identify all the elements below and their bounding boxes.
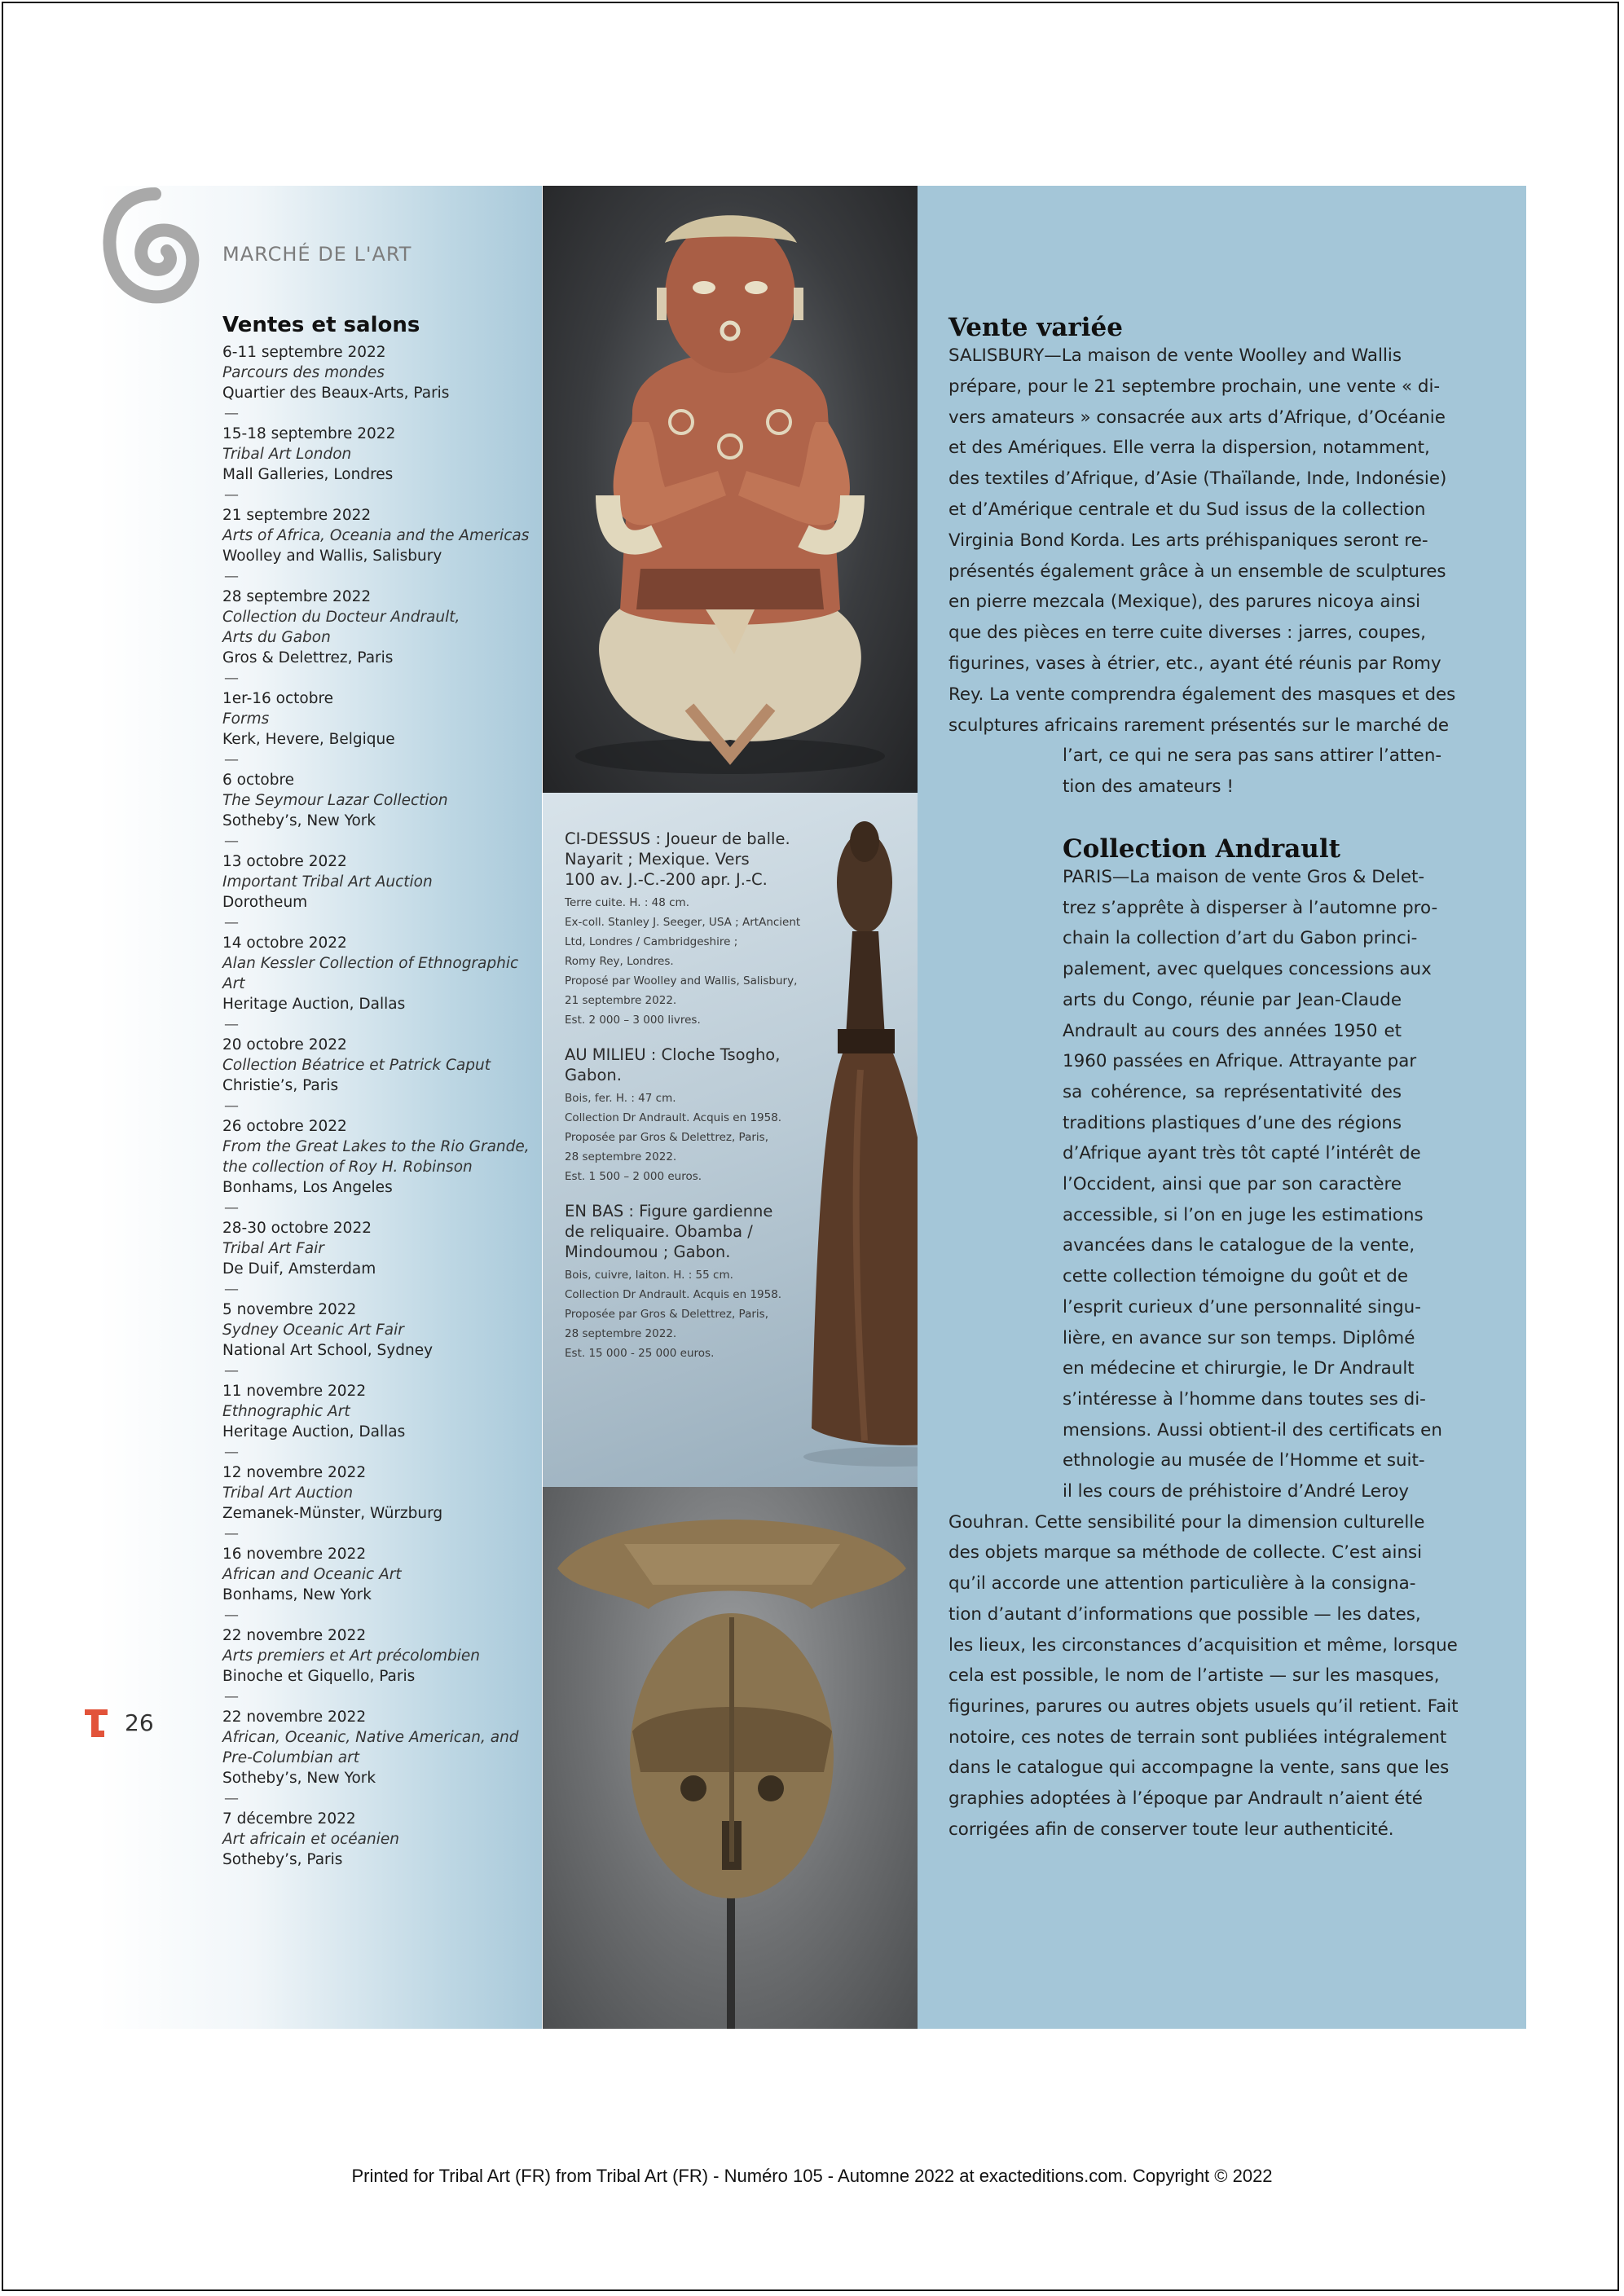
event-date: 5 novembre 2022	[222, 1301, 357, 1318]
event-date: 22 novembre 2022	[222, 1709, 367, 1726]
article-line: avancées dans le catalogue de la vente,	[1063, 1235, 1415, 1256]
event-place: National Art School, Sydney	[222, 1342, 434, 1359]
article-line: Andrault au cours des années 1950 et	[1063, 1020, 1402, 1041]
event-name: Tribal Art Auction	[222, 1484, 354, 1502]
event-place: Binoche et Giquello, Paris	[222, 1668, 416, 1685]
caption-bottom-detail: Bois, cuivre, laiton. H. : 55 cm. Collection Dr Andrault. Acquis en 1958. Proposée par Gros & Delettrez, Paris, 28 septembre 2022. Est. 15 000 - 25 000 euros.	[565, 1269, 782, 1360]
caption-middle-detail: Bois, fer. H. : 47 cm. Collection Dr Andrault. Acquis en 1958. Proposée par Gros & Delettrez, Paris, 28 septembre 2022. Est. 1 500 – 2 000 euros.	[565, 1092, 782, 1183]
event-separator: —	[224, 405, 239, 422]
article-line: sa cohérence, sa représentativité des	[1063, 1081, 1402, 1102]
event-item	[222, 505, 540, 587]
article-title-collection-andrault: Collection Andrault	[1063, 834, 1340, 864]
article-line: dans le catalogue qui accompagne la vente, sans que les	[948, 1757, 1450, 1779]
event-separator: —	[224, 486, 239, 504]
caption-top-title: CI-DESSUS : Joueur de balle. Nayarit ; Mexique. Vers 100 av. J.-C.-200 apr. J.-C.	[565, 829, 790, 889]
article-line: qu’il accorde une attention particulière à la consigna-	[948, 1573, 1416, 1594]
event-item	[222, 851, 540, 933]
event-separator: —	[224, 1097, 239, 1115]
event-date: 11 novembre 2022	[222, 1383, 367, 1400]
photo-reliquary-figure	[543, 1487, 921, 2029]
event-place: Sotheby’s, New York	[222, 812, 376, 829]
article-line: tion d’autant d’informations que possible — les dates,	[948, 1603, 1421, 1625]
event-item	[222, 770, 540, 851]
event-item	[222, 1035, 540, 1116]
event-name: Collection du Docteur Andrault, Arts du Gabon	[222, 609, 460, 646]
event-date: 20 octobre 2022	[222, 1036, 347, 1053]
article-line: figurines, parures ou autres objets usuels qu’il retient. Fait	[948, 1696, 1459, 1717]
event-date: 28-30 octobre 2022	[222, 1220, 372, 1237]
event-place: Mall Galleries, Londres	[222, 466, 394, 483]
event-separator: —	[224, 1607, 239, 1624]
article-line: tion des amateurs !	[1063, 776, 1234, 798]
event-name: Forms	[222, 710, 270, 728]
event-separator: —	[224, 1790, 239, 1807]
photo-ball-player-figure	[543, 186, 918, 793]
article-title-vente-variee: Vente variée	[948, 313, 1123, 342]
event-item	[222, 688, 540, 770]
event-place: Bonhams, New York	[222, 1586, 372, 1603]
events-list	[222, 342, 540, 1870]
event-name: The Seymour Lazar Collection	[222, 792, 448, 809]
article-line: lière, en avance sur son temps. Diplômé	[1063, 1327, 1415, 1348]
sidebar-agenda	[98, 186, 542, 2029]
event-item	[222, 1625, 540, 1707]
event-place: Gros & Delettrez, Paris	[222, 649, 394, 666]
caption-middle	[565, 1045, 809, 1186]
caption-top	[565, 829, 809, 1030]
event-date: 6 octobre	[222, 772, 295, 789]
event-name: Important Tribal Art Auction	[222, 873, 433, 891]
event-place: De Duif, Amsterdam	[222, 1260, 376, 1278]
event-date: 26 octobre 2022	[222, 1118, 347, 1135]
article-line: en pierre mezcala (Mexique), des parures nicoya ainsi	[948, 592, 1421, 613]
caption-top-detail: Terre cuite. H. : 48 cm. Ex-coll. Stanley J. Seeger, USA ; ArtAncient Ltd, Londres / Cambridgeshire ; Romy Rey, Londres. Proposé par Woolley and Wallis, Salisbury, 21 septembre 2022. Est. 2 000 – 3 000 livres.	[565, 896, 801, 1027]
event-place: Heritage Auction, Dallas	[222, 1423, 406, 1440]
event-date: 28 septembre 2022	[222, 588, 372, 605]
article-line: Virginia Bond Korda. Les arts préhispaniques seront re-	[948, 530, 1428, 551]
event-item	[222, 587, 540, 688]
event-date: 16 novembre 2022	[222, 1546, 367, 1563]
article-line: Rey. La vente comprendra également des masques et des	[948, 684, 1456, 705]
event-name: African, Oceanic, Native American, and Pre-Columbian art	[222, 1729, 519, 1766]
event-item	[222, 342, 540, 424]
article-line: palement, avec quelques concessions aux	[1063, 959, 1432, 980]
article-line: s’intéresse à l’homme dans toutes ses di-	[1063, 1388, 1426, 1410]
event-place: Sotheby’s, New York	[222, 1770, 376, 1787]
article-line: Gouhran. Cette sensibilité pour la dimension culturelle	[948, 1511, 1425, 1533]
event-separator: —	[224, 1016, 239, 1033]
event-date: 15-18 septembre 2022	[222, 425, 396, 442]
article-line: en médecine et chirurgie, le Dr Andrault	[1063, 1358, 1415, 1379]
article-line: vers amateurs » consacrée aux arts d’Afrique, d’Océanie	[948, 407, 1446, 428]
article-line: et des Amériques. Elle verra la dispersion, notamment,	[948, 438, 1430, 459]
article-line: sculptures africains rarement présentés sur le marché de	[948, 715, 1450, 736]
caption-bottom	[565, 1201, 809, 1363]
article-line: notoire, ces notes de terrain sont publiées intégralement	[948, 1726, 1447, 1748]
event-name: From the Great Lakes to the Rio Grande, the collection of Roy H. Robinson	[222, 1138, 530, 1176]
event-place: Dorotheum	[222, 894, 308, 911]
event-item	[222, 424, 540, 505]
event-place: Woolley and Wallis, Salisbury	[222, 548, 442, 565]
event-name: Arts premiers et Art précolombien	[222, 1647, 481, 1665]
event-item	[222, 1707, 540, 1809]
event-separator: —	[224, 833, 239, 850]
event-name: Ethnographic Art	[222, 1403, 350, 1420]
event-name: Tribal Art London	[222, 446, 352, 463]
event-date: 1er-16 octobre	[222, 690, 334, 707]
event-name: Alan Kessler Collection of Ethnographic Art	[222, 955, 519, 992]
article-line: l’Occident, ainsi que par son caractère	[1063, 1174, 1402, 1194]
article-line: les lieux, les circonstances d’acquisition et même, lorsque	[948, 1634, 1458, 1656]
article-line: et d’Amérique centrale et du Sud issus de la collection	[948, 499, 1426, 520]
article-line: traditions plastiques d’une des régions	[1063, 1112, 1402, 1133]
event-name: Art africain et océanien	[222, 1831, 399, 1848]
tribal-art-logo-icon	[85, 1709, 108, 1737]
event-date: 21 septembre 2022	[222, 507, 372, 524]
event-item	[222, 1381, 540, 1462]
event-name: Tribal Art Fair	[222, 1240, 324, 1257]
article-line: figurines, vases à étrier, etc., ayant été réunis par Romy	[948, 653, 1441, 674]
article-line: arts du Congo, réunie par Jean-Claude	[1063, 989, 1402, 1010]
event-date: 7 décembre 2022	[222, 1810, 356, 1828]
event-date: 13 octobre 2022	[222, 853, 347, 870]
event-name: Arts of Africa, Oceania and the Americas	[222, 527, 530, 544]
article-line: des textiles d’Afrique, d’Asie (Thaïlande, Inde, Indonésie)	[948, 468, 1447, 490]
event-separator: —	[224, 1525, 239, 1542]
article-line: il les cours de préhistoire d’André Leroy	[1063, 1481, 1410, 1502]
event-item	[222, 1218, 540, 1300]
event-separator: —	[224, 1362, 239, 1379]
event-item	[222, 1544, 540, 1625]
section-label: MARCHÉ DE L'ART	[222, 243, 412, 266]
event-name: Collection Béatrice et Patrick Caput	[222, 1057, 491, 1074]
article-line: trez s’apprête à disperser à l’automne pro-	[1063, 897, 1438, 918]
event-separator: —	[224, 914, 239, 931]
article-line: graphies adoptées à l’époque par Andrault n’aient été	[948, 1788, 1423, 1809]
event-place: Zemanek-Münster, Würzburg	[222, 1505, 443, 1522]
event-name: African and Oceanic Art	[222, 1566, 402, 1583]
event-item	[222, 1462, 540, 1544]
event-separator: —	[224, 1444, 239, 1461]
event-separator: —	[224, 751, 239, 768]
event-place: Kerk, Hevere, Belgique	[222, 731, 395, 748]
event-date: 6-11 septembre 2022	[222, 344, 386, 361]
article-line: que des pièces en terre cuite diverses : jarres, coupes,	[948, 622, 1426, 644]
event-name: Sydney Oceanic Art Fair	[222, 1322, 404, 1339]
event-place: Sotheby’s, Paris	[222, 1851, 343, 1868]
article-line: cela est possible, le nom de l’artiste — sur les masques,	[948, 1665, 1440, 1687]
event-item	[222, 1116, 540, 1218]
article-line: accessible, si l’on en juge les estimations	[1063, 1204, 1424, 1225]
article-line: prépare, pour le 21 septembre prochain, une vente « di-	[948, 376, 1441, 397]
article-line: chain la collection d’art du Gabon princi-	[1063, 928, 1418, 949]
article-line: corrigées afin de conserver toute leur authenticité.	[948, 1819, 1394, 1840]
event-place: Heritage Auction, Dallas	[222, 996, 406, 1013]
event-separator: —	[224, 568, 239, 585]
spiral-logo-icon	[98, 186, 204, 320]
article-line: l’art, ce qui ne sera pas sans attirer l’atten-	[1063, 746, 1442, 767]
event-place: Quartier des Beaux-Arts, Paris	[222, 385, 450, 402]
article-line: l’esprit curieux d’une personnalité singu-	[1063, 1296, 1421, 1317]
caption-middle-title: AU MILIEU : Cloche Tsogho, Gabon.	[565, 1045, 781, 1084]
article-line: ethnologie au musée de l’Homme et suit-	[1063, 1450, 1425, 1471]
event-separator: —	[224, 670, 239, 687]
article-line: 1960 passées en Afrique. Attrayante par	[1063, 1051, 1417, 1072]
article-line: d’Afrique ayant très tôt capté l’intérêt de	[1063, 1143, 1421, 1164]
event-separator: —	[224, 1688, 239, 1705]
page-number: 26	[125, 1709, 154, 1736]
event-date: 14 octobre 2022	[222, 935, 347, 952]
event-place: Bonhams, Los Angeles	[222, 1179, 393, 1196]
article-line: cette collection témoigne du goût et de	[1063, 1266, 1409, 1287]
caption-bottom-title: EN BAS : Figure gardienne de reliquaire. Obamba / Mindoumou ; Gabon.	[565, 1202, 773, 1261]
event-item	[222, 1809, 540, 1870]
event-item	[222, 1300, 540, 1381]
events-title: Ventes et salons	[222, 313, 420, 337]
event-item	[222, 933, 540, 1035]
article-line: mensions. Aussi obtient-il des certificats en	[1063, 1419, 1442, 1440]
event-date: 12 novembre 2022	[222, 1464, 367, 1481]
article-line: SALISBURY—La maison de vente Woolley and Wallis	[948, 345, 1402, 366]
article-line: PARIS—La maison de vente Gros & Delet-	[1063, 867, 1425, 887]
event-separator: —	[224, 1281, 239, 1298]
photo-captions	[565, 829, 809, 1378]
article-line: des objets marque sa méthode de collecte. C’est ainsi	[948, 1542, 1423, 1564]
event-separator: —	[224, 1199, 239, 1216]
event-name: Parcours des mondes	[222, 364, 385, 381]
event-date: 22 novembre 2022	[222, 1627, 367, 1644]
event-place: Christie’s, Paris	[222, 1077, 339, 1094]
print-footer: Printed for Tribal Art (FR) from Tribal Art (FR) - Numéro 105 - Automne 2022 at exacteditions.com. Copyright © 2022	[351, 2166, 1273, 2186]
article-line: présentés également grâce à un ensemble de sculptures	[948, 561, 1446, 582]
